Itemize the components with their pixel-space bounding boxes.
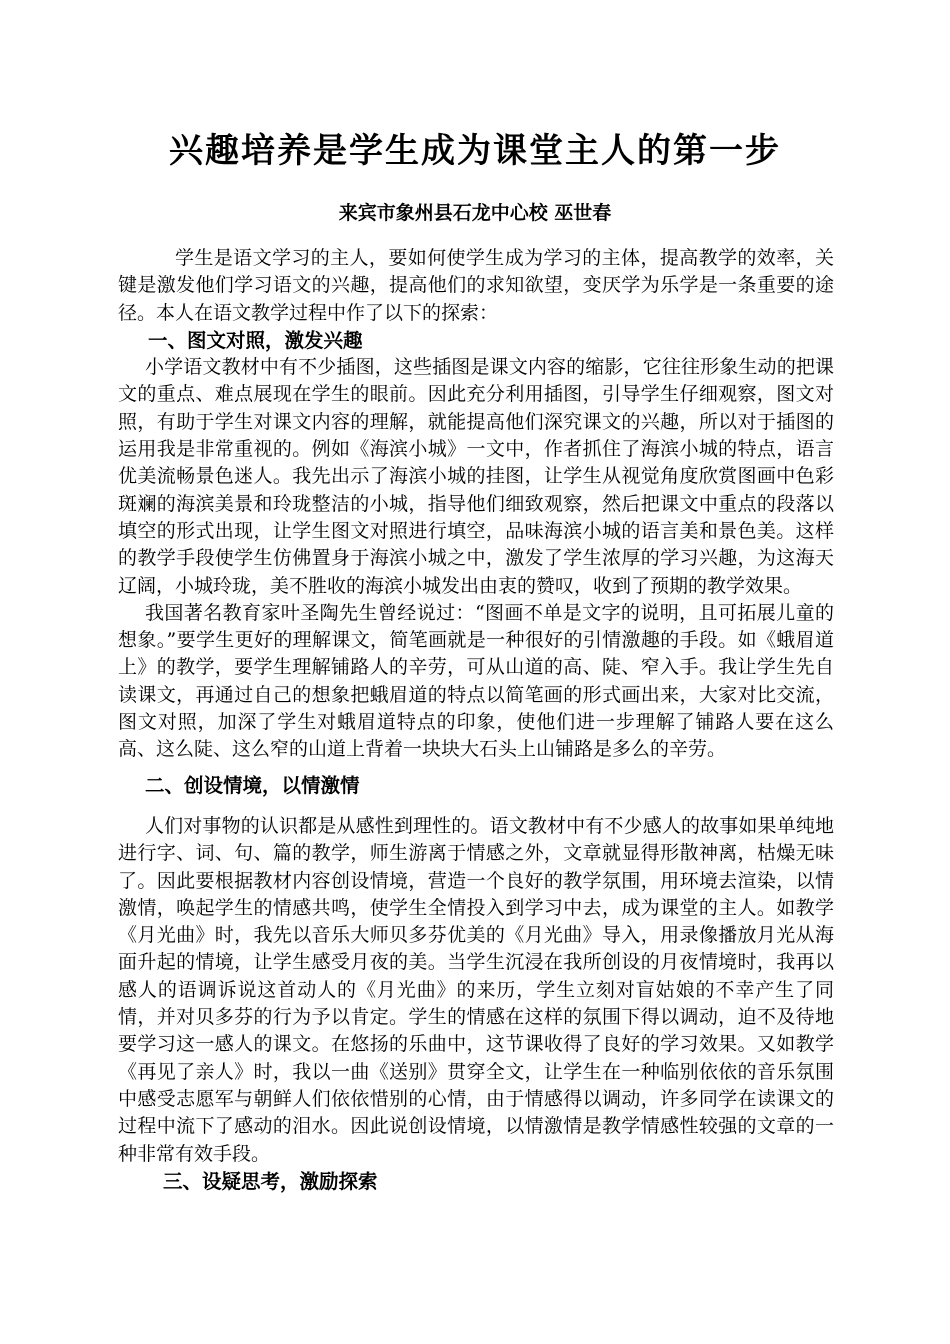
author-line: 来宾市象州县石龙中心校 巫世春 — [338, 202, 612, 224]
section-heading-2: 二、创设情境，以情激情 — [145, 773, 360, 797]
section-1-paragraph-1: 小学语文教材中有不少插图，这些插图是课文内容的缩影，它往往形象生动的把课文的重点、难点展现在学生的眼前。因此充分利用插图，引导学生仔细观察，图文对照，有助于学生对课文内容的理解，就能提高他们深究课文的兴趣，所以对于插图的运用我是非常重视的。例如《海滨小城》一文中，作者抓住了海滨小城的特点，语言优美流畅景色迷人。我先出示了海滨小城的挂图，让学生从视觉角度欣赏图画中色彩斑斓的海滨美景和玲珑整洁的小城，指导他们细致观察，然后把课文中重点的段落以填空的形式出现，让学生图文对照进行填空，品味海滨小城的语言美和景色美。这样的教学手段使学生仿佛置身于海滨小城之中，激发了学生浓厚的学习兴趣，为这海天辽阔，小城玲珑，美不胜收的海滨小城发出由衷的赞叹，收到了预期的教学效果。 — [118, 356, 834, 597]
section-heading-3: 三、设疑思考，激励探索 — [163, 1169, 378, 1193]
document-title: 兴趣培养是学生成为课堂主人的第一步 — [169, 131, 781, 171]
section-2-paragraph-1: 人们对事物的认识都是从感性到理性的。语文教材中有不少感人的故事如果单纯地进行字、词、句、篇的教学，师生游离于情感之外，文章就显得形散神离，枯燥无味了。因此要根据教材内容创设情境，营造一个良好的教学氛围，用环境去渲染，以情激情，唤起学生的情感共鸣，使学生全情投入到学习中去，成为课堂的主人。如教学《月光曲》时，我先以音乐大师贝多芬优美的《月光曲》导入，用录像播放月光从海面升起的情境，让学生感受月夜的美。当学生沉浸在我所创设的月夜情境时，我再以感人的语调诉说这首动人的《月光曲》的来历，学生立刻对盲姑娘的不幸产生了同情，并对贝多芬的行为予以肯定。学生的情感在这样的氛围下得以调动，迫不及待地要学习这一感人的课文。在悠扬的乐曲中，这节课收得了良好的学习效果。又如教学《再见了亲人》时，我以一曲《送别》贯穿全文，让学生在一种临别依依的音乐氛围中感受志愿军与朝鲜人们依依惜别的心情，由于情感得以调动，许多同学在读课文的过程中流下了感动的泪水。因此说创设情境，以情激情是教学情感性较强的文章的一种非常有效手段。 — [118, 814, 834, 1165]
document-body — [118, 245, 834, 1195]
intro-paragraph: 学生是语文学习的主人，要如何使学生成为学习的主体，提高教学的效率，关键是激发他们学习语文的兴趣，提高他们的求知欲望，变厌学为乐学是一条重要的途径。本人在语文教学过程中作了以下的探索： — [118, 247, 834, 324]
section-heading-1: 一、图文对照，激发兴趣 — [148, 328, 363, 352]
section-1-paragraph-2: 我国著名教育家叶圣陶先生曾经说过：“图画不单是文字的说明，且可拓展儿童的想象。”要学生更好的理解课文，简笔画就是一种很好的引情激趣的手段。如《蛾眉道上》的教学，要学生理解铺路人的辛劳，可从山道的高、陡、窄入手。我让学生先自读课文，再通过自己的想象把蛾眉道的特点以简笔画的形式画出来，大家对比交流，图文对照，加深了学生对蛾眉道特点的印象，使他们进一步理解了铺路人要在这么高、这么陡、这么窄的山道上背着一块块大石头上山铺路是多么的辛劳。 — [118, 601, 834, 761]
